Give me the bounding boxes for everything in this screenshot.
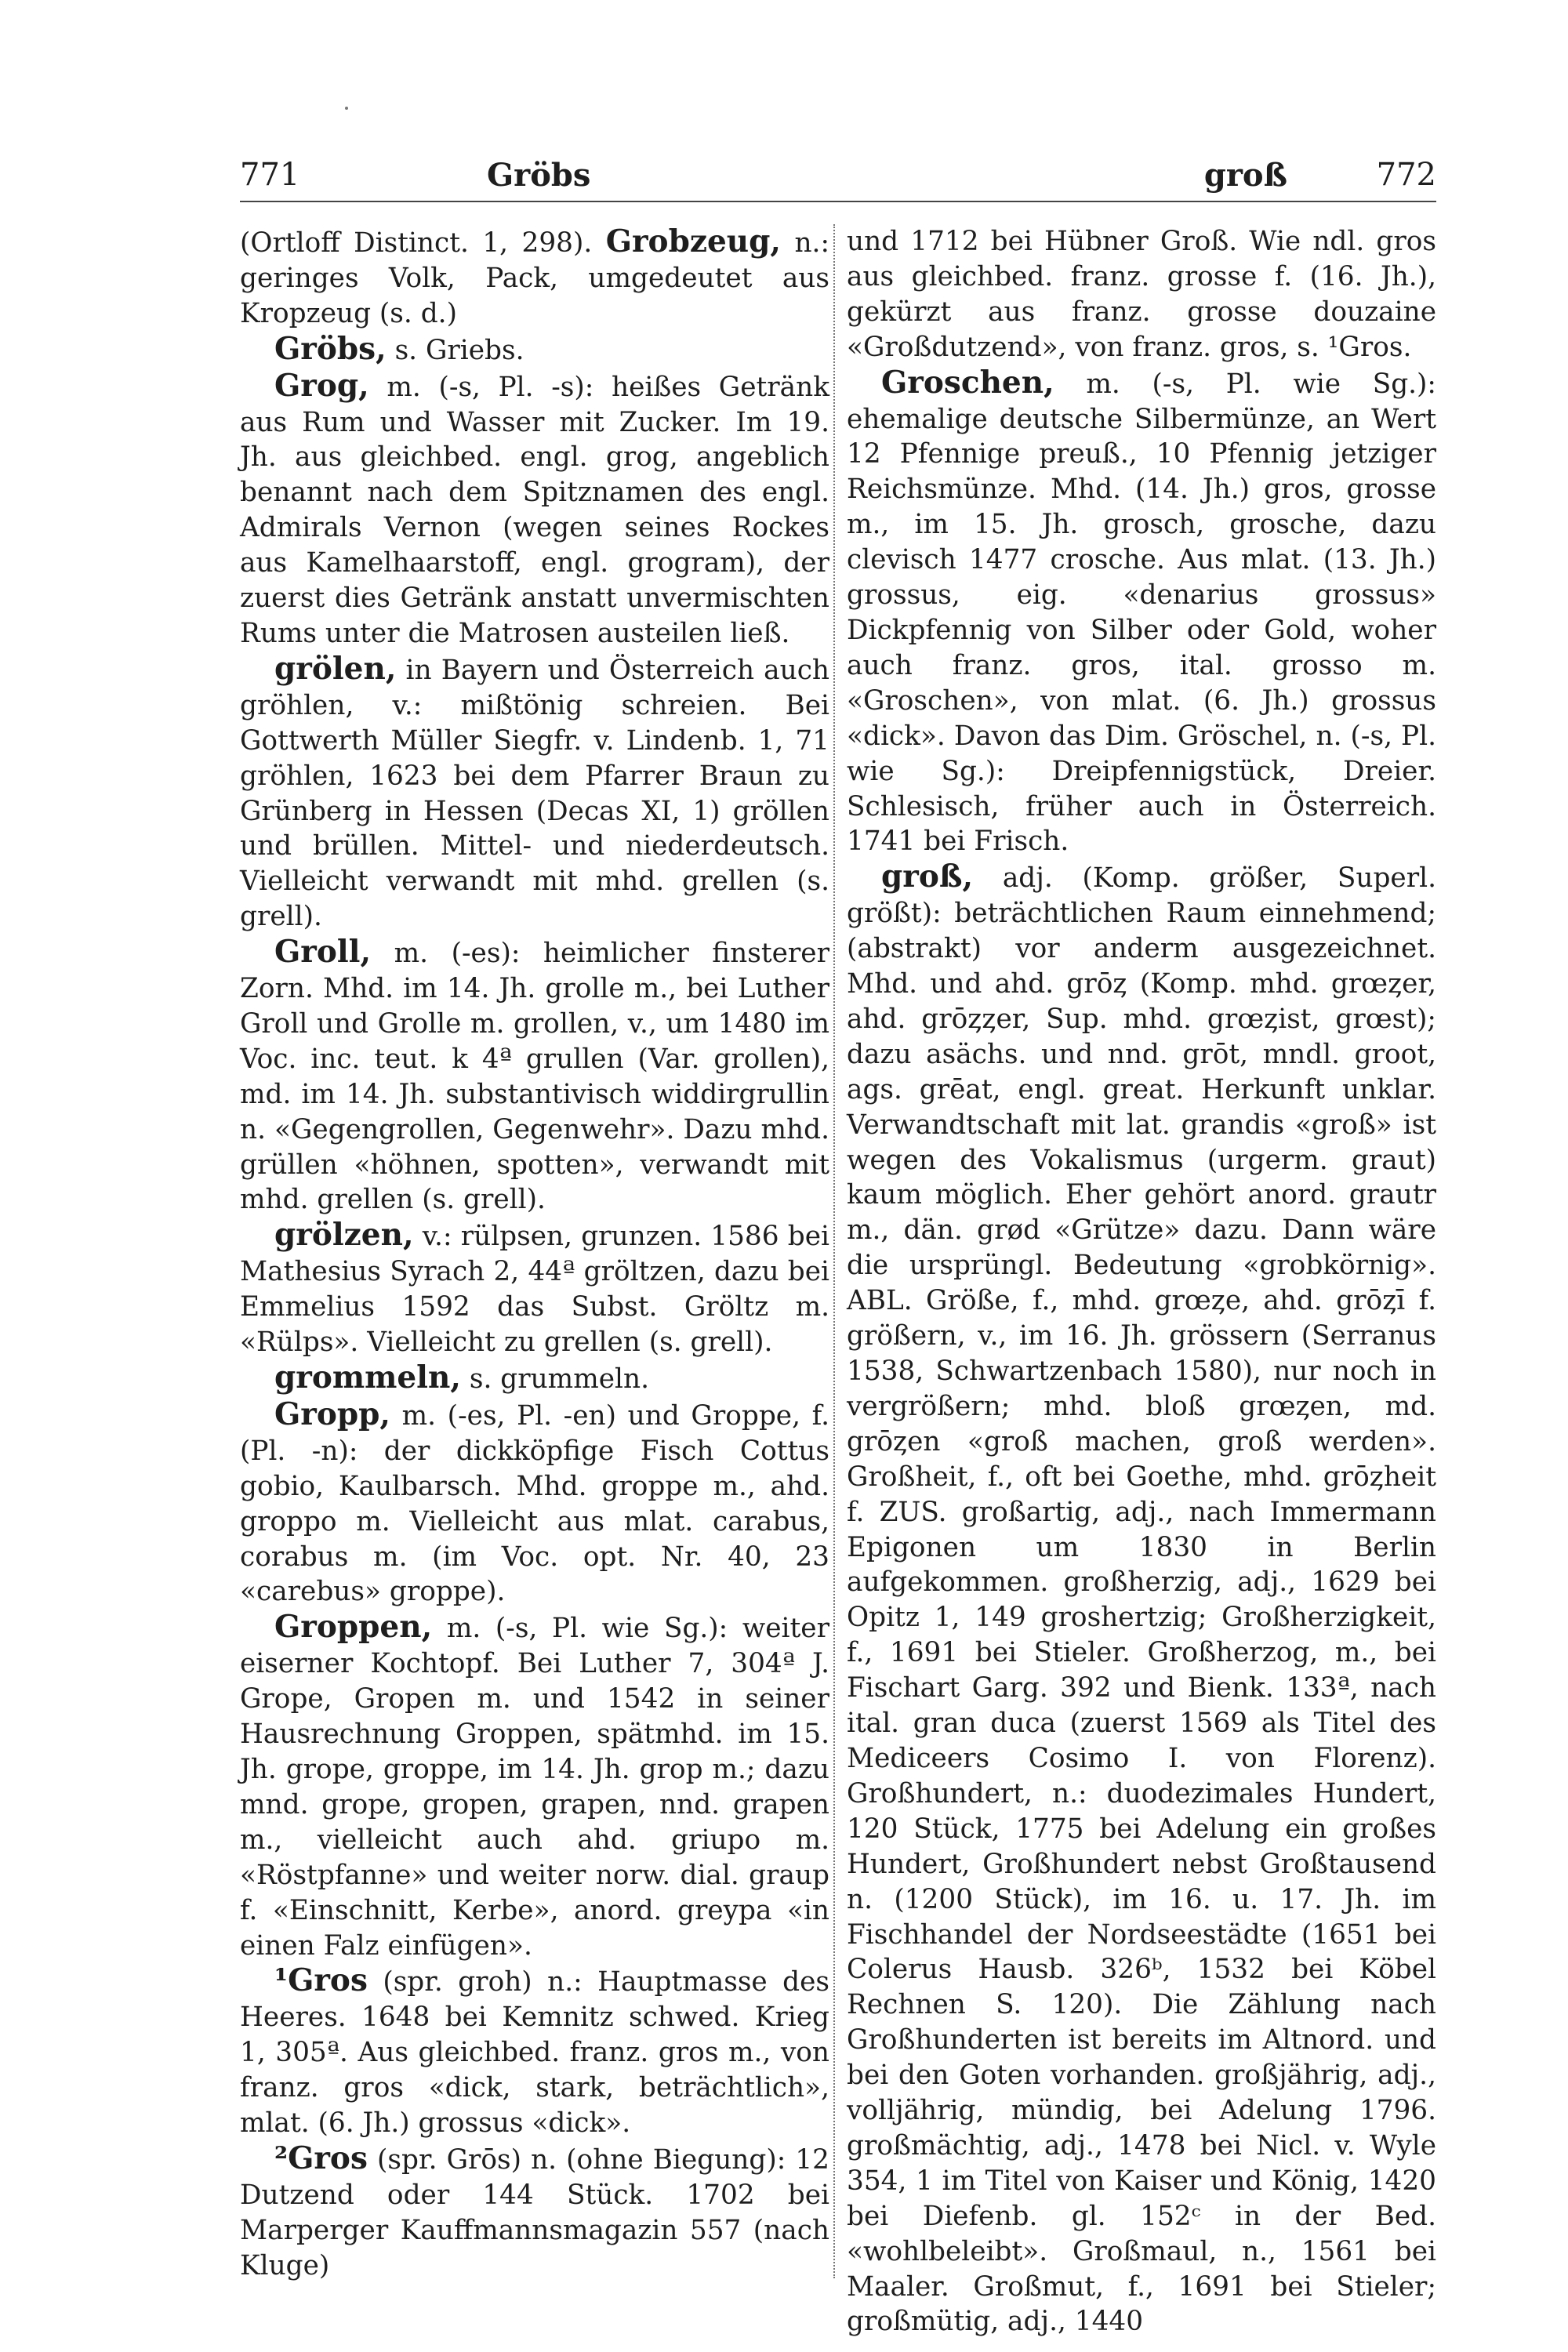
dictionary-entry: Gropp, m. (-es, Pl. -en) und Groppe, f. (Pl. -n): der dickköpfige Fisch Cottus gobio, Kaulbarsch. Mhd. groppe m., ahd. groppo m. Vielleicht aus mlat. carabus, corabus m. (im Voc. opt. Nr. 40, 23 «carebus» groppe). — [240, 1396, 829, 1608]
headword: Groschen, — [881, 364, 1054, 401]
dictionary-entry: Grog, m. (-s, Pl. -s): heißes Getränk aus Rum und Wasser mit Zucker. Im 19. Jh. aus gleichbed. engl. grog, angeblich benannt nach dem Spitznamen des engl. Admirals Vernon (wegen seines Rockes aus Kamelhaarstoff, engl. grogram), der zuerst dies Getränk anstatt unvermischten Rums unter die Matrosen austeilen ließ. — [240, 367, 829, 649]
dictionary-entry: grölzen, v.: rülpsen, grunzen. 1586 bei Mathesius Syrach 2, 44ª gröltzen, dazu bei Emmelius 1592 das Subst. Gröltz m. «Rülps». Vielleicht zu grellen (s. grell). — [240, 1217, 829, 1359]
headword: Groll, — [274, 934, 372, 971]
header-rule — [240, 201, 1436, 202]
dictionary-entry: Groll, m. (-es): heimlicher finsterer Zorn. Mhd. im 14. Jh. grolle m., bei Luther Groll und Grolle m. grollen, v., um 1480 im Voc. inc. teut. k 4ª grullen (Var. grollen), md. im 14. Jh. substantivisch widdirgrullin n. «Gegengrollen, Gegenwehr». Dazu mhd. grüllen «höhnen, spotten», verwandt mit mhd. grellen (s. grell). — [240, 934, 830, 1216]
dictionary-entry: und 1712 bei Hübner Groß. Wie ndl. gros aus gleichbed. franz. grosse f. (16. Jh.), gekürzt aus franz. grosse douzaine «Großdutzend», von franz. gros, s. ¹Gros. — [847, 226, 1436, 363]
left-page-number: 771 — [240, 157, 300, 193]
headword: Gröbs, — [274, 330, 387, 367]
left-guide-word: Gröbs — [487, 157, 591, 194]
column-divider — [833, 224, 835, 2278]
dictionary-entry: grölen, in Bayern und Österreich auch gröhlen, v.: mißtönig schreien. Bei Gottwerth Müller Siegfr. v. Lindenb. 1, 71 gröhlen, 1623 bei dem Pfarrer Braun zu Grünberg in Hessen (Decas XI, 1) gröllen und brüllen. Mittel- und niederdeutsch. Vielleicht verwandt mit mhd. grellen (s. grell). — [240, 650, 829, 933]
headword: groß, — [881, 858, 974, 895]
right-guide-word: groß — [1203, 157, 1287, 194]
headword: ¹Gros — [274, 1962, 368, 1999]
dictionary-entry: ¹Gros (spr. groh) n.: Hauptmasse des Heeres. 1648 bei Kemnitz schwed. Krieg 1, 305ª. Aus gleichbed. franz. gros m., von franz. gros «dick, stark, beträchtlich», mlat. (6. Jh.) grossus «dick». — [240, 1962, 829, 2140]
headword: Groppen, — [274, 1609, 433, 1646]
dictionary-entry: groß, adj. (Komp. größer, Superl. größt): beträchtlichen Raum einnehmend; (abstrakt) vor anderm ausgezeichnet. Mhd. und ahd. grōȥ (Komp. mhd. grœȥer, ahd. grōȥȥer, Sup. mhd. grœȥist, grœst); dazu asächs. und nnd. grōt, mndl. groot, ags. grēat, engl. great. Herkunft unklar. Verwandtschaft mit lat. grandis «groß» ist wegen des Vokalismus (urgerm. graut) kaum möglich. Eher gehört anord. grautr m., dän. grød «Grütze» dazu. Dann wäre die ursprüngl. Bedeutung «grobkörnig». ABL. Größe, f., mhd. grœȥe, ahd. grōȥī f. größern, v., im 16. Jh. grössern (Serranus 1538, Schwartzenbach 1580), nur noch in vergrößern; mhd. bloß grœȥen, md. grōȥen «groß machen, groß werden». Großheit, f., oft bei Goethe, mhd. grōȥheit f. ZUS. großartig, adj., nach Immermann Epigonen um 1830 in Berlin aufgekommen. großherzig, adj., 1629 bei Opitz 1, 149 groshertzig; Großherzigkeit, f., 1691 bei Stieler. Großherzog, m., bei Fischart Garg. 392 und Bienk. 133ª, nach ital. gran duca (zuerst 1569 als Titel des Mediceers Cosimo I. von Florenz). Großhundert, n.: duodezimales Hundert, 120 Stück, 1775 bei Adelung ein großes Hundert, Großhundert nebst Großtausend n. (1200 Stück), im 16. u. 17. Jh. im Fischhandel der Nordseestädte (1651 bei Colerus Hausb. 326ᵇ, 1532 bei Köbel Rechnen S. 120). Die Zählung nach Großhunderten ist bereits im Altnord. und bei den Goten vorhanden. großjährig, adj., volljährig, mündig, bei Adelung 1796. großmächtig, adj., 1478 bei Nicl. v. Wyle 354, 1 im Titel von Kaiser und König, 1420 bei Diefenb. gl. 152ᶜ in der Bed. «wohlbeleibt». Großmaul, n., 1561 bei Maaler. Großmut, f., 1691 bei Stieler; großmütig, adj., 1440 — [847, 858, 1436, 2338]
dictionary-entry: ²Gros (spr. Grōs) n. (ohne Biegung): 12 Dutzend oder 144 Stück. 1702 bei Marperger Kauffmannsmagazin 557 (nach Kluge) — [240, 2140, 830, 2281]
dictionary-entry: Groschen, m. (-s, Pl. wie Sg.): ehemalige deutsche Silbermünze, an Wert 12 Pfennige preuß., 10 Pfennig jetziger Reichsmünze. Mhd. (14. Jh.) gros, grosse m., im 15. Jh. grosch, grosche, dazu clevisch 1477 crosche. Aus mlat. (13. Jh.) grossus, eig. «denarius grossus» Dickpfennig von Silber oder Gold, woher auch franz. gros, ital. grosso m. «Groschen», von mlat. (6. Jh.) grossus «dick». Davon das Dim. Gröschel, n. (-s, Pl. wie Sg.): Dreipfennigstück, Dreier. Schlesisch, früher auch in Österreich. 1741 bei Frisch. — [847, 364, 1436, 858]
right-column — [847, 224, 1436, 2338]
dictionary-entry: grommeln, s. grummeln. — [274, 1359, 649, 1396]
left-column — [240, 223, 830, 2281]
headword: Gropp, — [274, 1396, 390, 1432]
running-head — [240, 157, 1436, 204]
headword: grommeln, — [274, 1359, 461, 1396]
dictionary-entry: Gröbs, s. Griebs. — [274, 330, 524, 367]
headword: Grog, — [274, 367, 369, 404]
headword: Grobzeug, — [605, 223, 782, 260]
headword: ²Gros — [274, 2140, 368, 2176]
stray-dot — [345, 107, 348, 110]
headword: grölen, — [274, 650, 397, 687]
dictionary-entry: Groppen, m. (-s, Pl. wie Sg.): weiter eiserner Kochtopf. Bei Luther 7, 304ª J. Grope, Gropen m. und 1542 in seiner Hausrechnung Groppen, spätmhd. im 15. Jh. grope, groppe, im 14. Jh. grop m.; dazu mnd. grope, gropen, grapen, nnd. grapen m., vielleicht auch ahd. griupo m. «Röstpfanne» und weiter norw. dial. graup f. «Einschnitt, Kerbe», anord. greypa «in einen Falz einfügen». — [240, 1609, 829, 1962]
headword: grölzen, — [274, 1217, 414, 1254]
dictionary-entry: (Ortloff Distinct. 1, 298). Grobzeug, n.: geringes Volk, Pack, umgedeutet aus Kropzeug (s. d.) — [240, 223, 830, 329]
right-page-number: 772 — [1376, 157, 1436, 193]
